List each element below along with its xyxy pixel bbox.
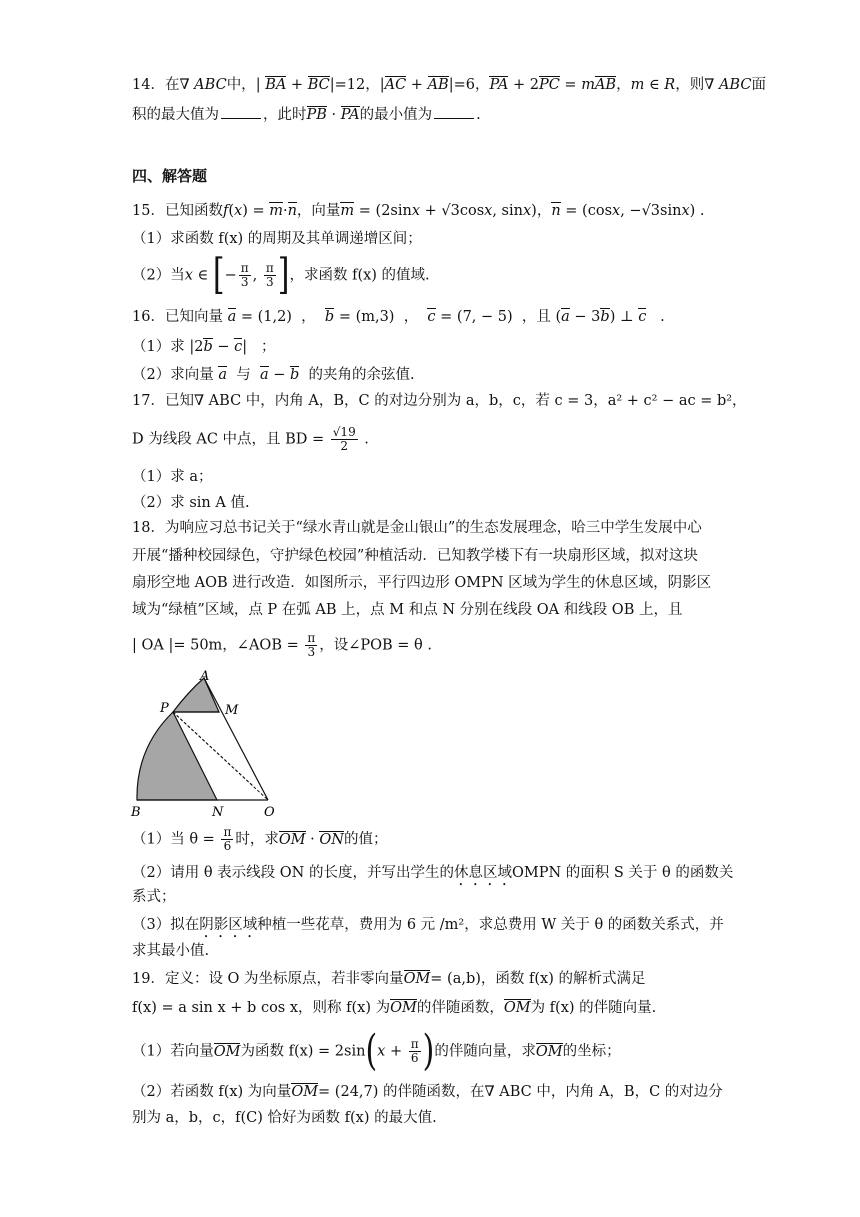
pi-symbol: π	[223, 825, 232, 839]
q16-text: （1）求	[132, 339, 185, 355]
label-P: P	[160, 701, 169, 716]
q15-text: （2）当	[132, 267, 185, 284]
q16-text: 与	[236, 367, 251, 383]
q17-text: D 为线段 AC 中点，且 BD =	[132, 431, 325, 448]
triangle-symbol: ∇ ABC	[704, 77, 752, 93]
q18-text: 种植一些花草，费用为 6 元 /m²，求总费用 W 关于 θ 的函数关系式，并	[257, 917, 724, 933]
q17-line1: 17．已知∇ ABC 中，内角 A，B，C 的对边分别为 a，b，c，若 c = 3，a² + c² − ac = b²，	[132, 393, 747, 409]
q16-text: （2）求向量	[132, 367, 214, 383]
q19-text: 19．定义：设 O 为坐标原点，若非零向量	[132, 971, 404, 987]
vector-b-value: = (m,3)	[338, 309, 395, 325]
q14-text: 面	[751, 77, 766, 93]
vector-a-value: = (1,2)	[240, 309, 292, 325]
vector-c-value: = (7, − 5)	[440, 309, 513, 325]
q16-text: ；	[260, 339, 276, 355]
q18-text: | OA |= 50m，∠AOB =	[132, 637, 299, 654]
label-M: M	[225, 703, 239, 718]
q18-text: （2）请用 θ 表示线段 ON 的长度，并写出学生的	[132, 865, 454, 881]
section-title: 四、解答题	[132, 167, 208, 185]
answer-blank[interactable]	[434, 104, 474, 119]
q18-part2-cont: 系式；	[132, 889, 176, 905]
q18-part3-cont: 求其最小值.	[132, 943, 210, 959]
label-O: O	[264, 805, 275, 818]
q19-text: 为函数 f(x) = 2sin	[240, 1043, 366, 1060]
q19-part1: （1）若向量OM为函数 f(x) = 2sin(x + $\frac{\pi}{6}$ )的伴随向量，求OM的坐标；	[132, 1026, 621, 1076]
vector-BA: BA	[265, 77, 287, 93]
q16-text: 的夹角的余弦值.	[308, 367, 415, 383]
q18-line5	[132, 632, 732, 659]
q18-text: OMPN 的面积 S 关于 θ 的函数关	[511, 865, 734, 881]
q16-part2: （2）求向量 a 与 a − b 的夹角的余弦值.	[132, 367, 415, 383]
q15-stem: 15．已知函数f(x) = m·n，向量m = (2sinx + √3cosx, sinx)，n = (cosx, −√3sinx) .	[132, 203, 705, 219]
m-in-R: m ∈ R	[630, 77, 676, 93]
answer-blank[interactable]	[221, 104, 261, 119]
q19-text: 的坐标；	[562, 1043, 621, 1060]
vector-PB: PB	[306, 107, 327, 123]
denominator: 6	[223, 839, 232, 853]
sector-figure	[128, 668, 298, 818]
q17-line2: D 为线段 AC 中点，且 BD = $\frac{√19}{2}$ .	[132, 425, 369, 453]
q18-line2: 开展“播种校园绿色，守护绿色校园”种植活动．已知教学楼下有一块扇形区域，拟对这块	[132, 548, 698, 564]
label-B: B	[131, 805, 141, 818]
triangle-symbol: ∇ ABC	[179, 77, 227, 93]
q18-line3: 扇形空地 AOB 进行改造．如图所示，平行四边形 OMPN 区域为学生的休息区域，阴影区	[132, 575, 712, 591]
q14-text: ，	[616, 77, 631, 93]
q18-part1: （1）当 θ = $\frac{\pi}{6}$ 时，求OM · ON的值；	[132, 825, 388, 853]
q14-text: ，此时	[263, 107, 307, 123]
q14-text: 积的最大值为	[132, 107, 219, 123]
q18-text: 时，求	[235, 831, 279, 848]
q19-text: = (24,7) 的伴随函数，在∇ ABC 中，内角 A，B，C 的对边分	[318, 1084, 723, 1100]
q14-text: 中，	[226, 77, 256, 93]
q16-stem: 16．已知向量 a = (1,2) ， b = (m,3) ， c = (7, − 5) ，且 (a − 3b) ⊥ c .	[132, 309, 665, 325]
q18-text: 的值；	[343, 831, 388, 848]
q17-part2: （2）求 sin A 值.	[132, 495, 250, 511]
q17-part1: （1）求 a；	[132, 469, 213, 485]
label-N: N	[212, 805, 224, 818]
frac-numerator: √19	[332, 425, 356, 439]
q14-text: |=12，|	[329, 77, 385, 93]
q18-part3	[132, 914, 732, 941]
q19-part2-cont: 别为 a，b，c，f(C) 恰好为函数 f(x) 的最大值.	[132, 1110, 437, 1126]
vector-AB: AB	[427, 77, 449, 93]
label-A: A	[200, 669, 210, 684]
q14-text: 的最小值为	[359, 107, 433, 123]
q15-part2: （2）当x ∈ [− $\frac{\pi}{3}$ , $\frac{\pi}{3}$ ]，求函数 f(x) 的值域.	[132, 250, 430, 300]
q14-text: |=6，	[448, 77, 490, 93]
denominator: 3	[307, 645, 316, 659]
q16-part1: （1）求 |2b − c| ；	[132, 339, 276, 355]
q19-text: （1）若向量	[132, 1043, 214, 1060]
vector-PA: PA	[489, 77, 509, 93]
q18-line1: 18．为响应习总书记关于“绿水青山就是金山银山”的生态发展理念，哈三中学生发展中心	[132, 520, 702, 536]
q19-text: 为 f(x) 的伴随向量.	[530, 1000, 657, 1016]
emphasis-text: 休息区域	[453, 865, 512, 881]
q14-line1: 14．在∇ ABC中，| BA + BC|=12，|AC + AB|=6，PA + 2PC = mAB，m ∈ R，则∇ ABC面	[132, 77, 766, 93]
q18-text: ，设∠POB = θ .	[319, 637, 432, 654]
q19-text: （2）若函数 f(x) 为向量	[132, 1084, 292, 1100]
vector-PC: PC	[538, 77, 560, 93]
green-area-lower	[137, 712, 217, 800]
q19-text: f(x) = a sin x + b cos x，则称 f(x) 为	[132, 1000, 391, 1016]
frac-denominator: 2	[340, 439, 349, 453]
q19-text: 的伴随向量，求	[434, 1043, 536, 1060]
segment-OA	[204, 678, 268, 800]
pi-symbol: π	[307, 631, 316, 645]
q14-text: 14．在	[132, 77, 180, 93]
vector-AC: AC	[384, 77, 407, 93]
q19-line2: f(x) = a sin x + b cos x，则称 f(x) 为OM的伴随函数，OM为 f(x) 的伴随向量.	[132, 1000, 657, 1016]
q19-text: = (a,b)，函数 f(x) 的解析式满足	[430, 971, 646, 987]
q18-line4: 域为“绿植”区域，点 P 在弧 AB 上，点 M 和点 N 分别在线段 OA 和线段 OB 上，且	[132, 602, 683, 618]
q19-text: 的伴随函数，	[416, 1000, 504, 1016]
q15-text: 15．已知函数	[132, 203, 223, 219]
vector-BC: BC	[307, 77, 330, 93]
green-area-upper	[173, 678, 219, 712]
vector-PA: PA	[340, 107, 360, 123]
vector-AB: AB	[594, 77, 617, 93]
q15-text: ，	[536, 203, 552, 219]
q18-text: （1）当 θ =	[132, 831, 215, 848]
q16-text: 16．已知向量	[132, 309, 223, 325]
q14-text: ，则	[675, 77, 705, 93]
q15-text: ，求函数 f(x) 的值域.	[289, 267, 430, 284]
q19-line1: 19．定义：设 O 为坐标原点，若非零向量OM= (a,b)，函数 f(x) 的解析式满足	[132, 971, 646, 987]
emphasis-text: 阴影区域	[199, 917, 258, 933]
q19-part2: （2）若函数 f(x) 为向量OM= (24,7) 的伴随函数，在∇ ABC 中，内角 A，B，C 的对边分	[132, 1084, 723, 1100]
q18-part2	[132, 862, 732, 889]
q15-part1: （1）求函数 f(x) 的周期及其单调递增区间；	[132, 231, 422, 247]
q14-line2: 积的最大值为 ，此时PB · PA的最小值为 .	[132, 104, 732, 126]
q18-text: （3）拟在	[132, 917, 200, 933]
q16-text: ，且	[521, 309, 551, 325]
q15-text: ，向量	[296, 203, 341, 219]
